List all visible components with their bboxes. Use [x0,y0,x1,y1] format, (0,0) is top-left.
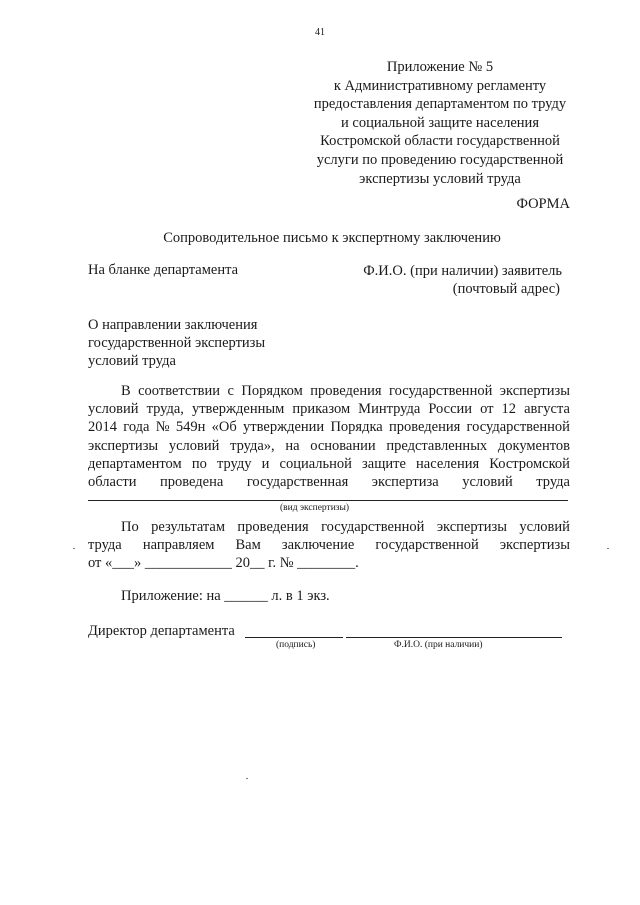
appendix-line: Приложение № 5 [386,59,494,75]
appendix-line: Костромской области государственной [320,133,560,150]
word: экспертизы [499,537,570,554]
appendix-line: услуги по проведению государственной [316,151,564,168]
word: проведения [389,419,461,436]
subject-line: условий труда [88,353,176,369]
appendix-line: предоставления департаментом по труду [313,96,567,113]
recipient-address: (почтовый адрес) [452,281,560,297]
word: от [480,401,494,418]
word: и [261,455,270,472]
word: проведена [160,474,224,491]
word: государственной [389,383,493,399]
word: «Об [211,419,237,436]
word: условий [519,519,570,535]
word: условий [462,474,513,491]
word: государственной [466,419,570,436]
recipient-block [350,262,562,298]
word: государственная [246,474,349,491]
word: по [191,455,207,472]
word: утверждении [243,419,325,436]
director-label: Директор департамента [88,623,235,639]
word: труда [88,537,122,554]
word: экспертизы [88,437,159,454]
scan-speck [73,548,75,549]
appendix-line: к Административному регламенту [333,77,547,94]
word: № [155,419,170,436]
name-caption: Ф.И.О. (при наличии) [394,640,483,650]
word: утвержденным [191,401,285,418]
scan-speck [246,778,248,779]
word: экспертиза [371,474,439,491]
form-label: ФОРМА [516,196,570,212]
word: По [121,519,139,535]
word: представленных [386,437,488,454]
word: населения [416,455,480,472]
attachment-line: Приложение: на ______ л. в 1 экз. [121,588,330,604]
paragraph-line [88,455,570,473]
word: основании [310,437,376,454]
word: 12 [501,401,517,418]
main-paragraph [88,382,570,491]
word: социальной [279,455,352,472]
subject-line: государственной экспертизы [88,335,266,351]
paragraph-line [88,437,570,455]
word: заключение [281,537,355,554]
word: соответствии [138,383,221,399]
word: условий [88,401,139,418]
paragraph-line [88,518,570,536]
word: Порядка [330,419,383,436]
word: проведения [310,383,382,399]
word: условий [168,437,220,454]
page-number: 41 [315,27,325,38]
subject-line: О направлении заключения [88,317,258,333]
word: с [227,383,234,399]
appendix-line: и социальной защите населения [341,114,539,131]
scan-speck [607,548,609,549]
word: России [428,401,473,418]
paragraph-line [88,473,570,491]
word: документов [497,437,570,454]
paragraph-line [88,536,570,554]
word: проведения [237,519,309,535]
word: области [88,474,137,491]
expertise-type-line[interactable] [88,500,568,501]
word: труда, [146,401,184,418]
word: 2014 [88,419,117,436]
paragraph-line [88,418,570,436]
result-paragraph [88,518,570,573]
word: Костромской [489,455,570,472]
word: августа [524,401,570,418]
signature-caption: (подпись) [276,640,316,650]
word: Вам [235,537,261,554]
word: департаментом [88,455,182,472]
word: на [285,437,300,454]
name-line[interactable] [346,637,562,638]
word: года [123,419,150,436]
word: защите [362,455,406,472]
letterhead-note: На бланке департамента [88,262,239,278]
word: труду [216,455,252,472]
recipient-name: Ф.И.О. (при наличии) заявитель [363,263,562,279]
paragraph-line [88,382,570,400]
word: государственной [321,519,425,535]
word: направляем [142,537,215,554]
word: приказом [292,401,351,418]
appendix-line: экспертизы условий труда [359,170,521,187]
subject-block [88,316,265,370]
reference-line: от «___» ____________ 20__ г. № ________. [88,555,359,572]
word: труда», [230,437,275,454]
appendix-heading [300,58,580,188]
word: результатам [151,519,226,535]
paragraph-line [88,400,570,418]
word: экспертизы [499,383,570,399]
word: Минтруда [358,401,421,418]
word: Порядком [241,383,303,399]
expertise-type-caption: (вид экспертизы) [280,503,350,513]
document-title: Сопроводительное письмо к экспертному заключению [163,230,501,246]
signature-line[interactable] [245,637,343,638]
word: экспертизы [436,519,507,535]
word: 549н [175,419,206,436]
word: государственной [375,537,479,554]
word: труда [536,474,570,491]
word: В [121,383,131,399]
